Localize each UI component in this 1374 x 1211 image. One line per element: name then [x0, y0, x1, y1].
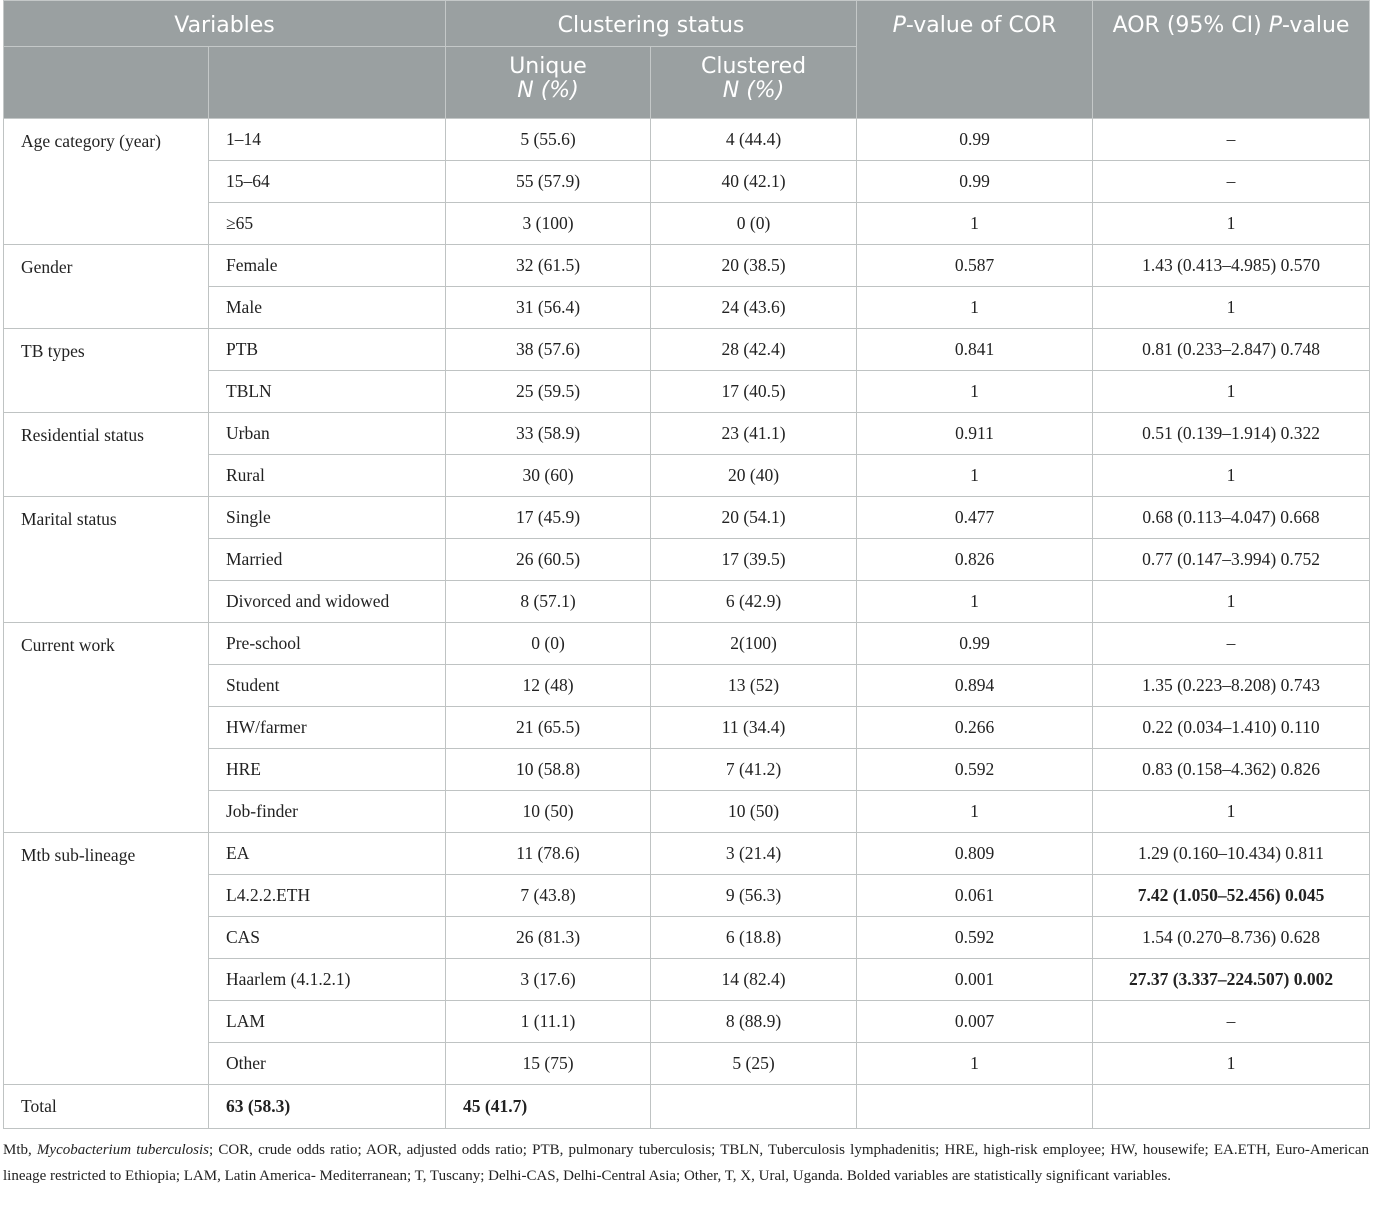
pvalue-cor-cell: 0.841 — [857, 329, 1093, 371]
table-row — [4, 1043, 1370, 1085]
level-cell: L4.2.2.ETH — [209, 875, 446, 917]
table-row — [4, 539, 1370, 581]
pvalue-cor-cell: 0.894 — [857, 665, 1093, 707]
table-row — [4, 371, 1370, 413]
pvalue-cor-cell: 1 — [857, 455, 1093, 497]
aor-cell: 1 — [1093, 371, 1370, 413]
total-clustered-cell: 45 (41.7) — [446, 1085, 651, 1129]
level-cell: CAS — [209, 917, 446, 959]
aor-cell: – — [1093, 119, 1370, 161]
pvalue-cor-cell: 0.477 — [857, 497, 1093, 539]
table-row — [4, 161, 1370, 203]
table-row — [4, 455, 1370, 497]
header-clustering-status: Clustering status — [446, 1, 857, 47]
unique-cell: 15 (75) — [446, 1043, 651, 1085]
unique-cell: 10 (50) — [446, 791, 651, 833]
table-header — [4, 1, 1370, 119]
aor-cell: 7.42 (1.050–52.456) 0.045 — [1093, 875, 1370, 917]
aor-cell: 0.83 (0.158–4.362) 0.826 — [1093, 749, 1370, 791]
level-cell: EA — [209, 833, 446, 875]
clustered-cell: 11 (34.4) — [651, 707, 857, 749]
table-container — [3, 0, 1369, 1189]
level-cell: Rural — [209, 455, 446, 497]
header-clustered: Clustered N (%) — [651, 47, 857, 119]
unique-cell: 55 (57.9) — [446, 161, 651, 203]
aor-cell: 0.68 (0.113–4.047) 0.668 — [1093, 497, 1370, 539]
level-cell: PTB — [209, 329, 446, 371]
variable-cell: TB types — [4, 329, 209, 413]
table-row — [4, 707, 1370, 749]
level-cell: Other — [209, 1043, 446, 1085]
clustered-cell: 0 (0) — [651, 203, 857, 245]
clustered-cell: 8 (88.9) — [651, 1001, 857, 1043]
total-empty-cell — [1093, 1085, 1370, 1129]
unique-cell: 21 (65.5) — [446, 707, 651, 749]
aor-cell: – — [1093, 623, 1370, 665]
clustered-cell: 4 (44.4) — [651, 119, 857, 161]
pvalue-cor-cell: 0.007 — [857, 1001, 1093, 1043]
table-row — [4, 413, 1370, 455]
aor-cell: 1.54 (0.270–8.736) 0.628 — [1093, 917, 1370, 959]
aor-cell: – — [1093, 161, 1370, 203]
level-cell: Student — [209, 665, 446, 707]
table-row — [4, 917, 1370, 959]
variable-cell: Mtb sub-lineage — [4, 833, 209, 1085]
total-empty-cell — [857, 1085, 1093, 1129]
pvalue-cor-cell: 0.592 — [857, 749, 1093, 791]
level-cell: Female — [209, 245, 446, 287]
pvalue-cor-cell: 0.061 — [857, 875, 1093, 917]
variable-cell: Residential status — [4, 413, 209, 497]
level-cell: Haarlem (4.1.2.1) — [209, 959, 446, 1001]
clustered-cell: 2(100) — [651, 623, 857, 665]
level-cell: Male — [209, 287, 446, 329]
table-row — [4, 749, 1370, 791]
aor-cell: 1 — [1093, 287, 1370, 329]
unique-cell: 25 (59.5) — [446, 371, 651, 413]
clustered-cell: 23 (41.1) — [651, 413, 857, 455]
level-cell: 1–14 — [209, 119, 446, 161]
unique-cell: 31 (56.4) — [446, 287, 651, 329]
clustered-cell: 17 (40.5) — [651, 371, 857, 413]
unique-cell: 10 (58.8) — [446, 749, 651, 791]
level-cell: ≥65 — [209, 203, 446, 245]
total-row — [4, 1085, 1370, 1129]
unique-cell: 17 (45.9) — [446, 497, 651, 539]
pvalue-cor-cell: 0.99 — [857, 119, 1093, 161]
variable-cell: Age category (year) — [4, 119, 209, 245]
header-blank-1 — [4, 47, 209, 119]
pvalue-cor-cell: 1 — [857, 791, 1093, 833]
table-row — [4, 287, 1370, 329]
pvalue-cor-cell: 0.001 — [857, 959, 1093, 1001]
unique-cell: 11 (78.6) — [446, 833, 651, 875]
table-row — [4, 581, 1370, 623]
aor-cell: 1 — [1093, 455, 1370, 497]
aor-cell: 0.51 (0.139–1.914) 0.322 — [1093, 413, 1370, 455]
clustered-cell: 7 (41.2) — [651, 749, 857, 791]
pvalue-cor-cell: 0.592 — [857, 917, 1093, 959]
table-body — [4, 119, 1370, 1129]
clustered-cell: 5 (25) — [651, 1043, 857, 1085]
unique-cell: 3 (100) — [446, 203, 651, 245]
clustered-cell: 28 (42.4) — [651, 329, 857, 371]
aor-cell: 0.77 (0.147–3.994) 0.752 — [1093, 539, 1370, 581]
pvalue-cor-cell: 0.809 — [857, 833, 1093, 875]
clustered-cell: 20 (54.1) — [651, 497, 857, 539]
pvalue-cor-cell: 1 — [857, 1043, 1093, 1085]
variable-cell: Current work — [4, 623, 209, 833]
pvalue-cor-cell: 1 — [857, 287, 1093, 329]
unique-cell: 8 (57.1) — [446, 581, 651, 623]
table-row — [4, 1001, 1370, 1043]
table-row — [4, 497, 1370, 539]
clustered-cell: 6 (42.9) — [651, 581, 857, 623]
clustered-cell: 40 (42.1) — [651, 161, 857, 203]
pvalue-cor-cell: 0.99 — [857, 161, 1093, 203]
pvalue-cor-cell: 1 — [857, 581, 1093, 623]
unique-cell: 38 (57.6) — [446, 329, 651, 371]
pvalue-cor-cell: 0.911 — [857, 413, 1093, 455]
unique-cell: 32 (61.5) — [446, 245, 651, 287]
unique-cell: 3 (17.6) — [446, 959, 651, 1001]
clustered-cell: 9 (56.3) — [651, 875, 857, 917]
header-variables: Variables — [4, 1, 446, 47]
aor-cell: 1 — [1093, 203, 1370, 245]
clustered-cell: 20 (40) — [651, 455, 857, 497]
unique-cell: 1 (11.1) — [446, 1001, 651, 1043]
level-cell: Urban — [209, 413, 446, 455]
pvalue-cor-cell: 0.266 — [857, 707, 1093, 749]
results-table — [3, 0, 1370, 1129]
level-cell: 15–64 — [209, 161, 446, 203]
unique-cell: 26 (60.5) — [446, 539, 651, 581]
clustered-cell: 14 (82.4) — [651, 959, 857, 1001]
table-row — [4, 119, 1370, 161]
table-row — [4, 665, 1370, 707]
pvalue-cor-cell: 0.587 — [857, 245, 1093, 287]
table-row — [4, 245, 1370, 287]
unique-cell: 30 (60) — [446, 455, 651, 497]
level-cell: HRE — [209, 749, 446, 791]
clustered-cell: 3 (21.4) — [651, 833, 857, 875]
aor-cell: 0.22 (0.034–1.410) 0.110 — [1093, 707, 1370, 749]
table-row — [4, 833, 1370, 875]
table-row — [4, 623, 1370, 665]
pvalue-cor-cell: 1 — [857, 371, 1093, 413]
unique-cell: 0 (0) — [446, 623, 651, 665]
level-cell: LAM — [209, 1001, 446, 1043]
total-label-cell: Total — [4, 1085, 209, 1129]
level-cell: Pre-school — [209, 623, 446, 665]
unique-cell: 12 (48) — [446, 665, 651, 707]
header-blank-2 — [209, 47, 446, 119]
table-row — [4, 791, 1370, 833]
level-cell: Single — [209, 497, 446, 539]
total-unique-cell: 63 (58.3) — [209, 1085, 446, 1129]
pvalue-cor-cell: 1 — [857, 203, 1093, 245]
table-row — [4, 329, 1370, 371]
pvalue-cor-cell: 0.826 — [857, 539, 1093, 581]
unique-cell: 26 (81.3) — [446, 917, 651, 959]
level-cell: TBLN — [209, 371, 446, 413]
unique-cell: 7 (43.8) — [446, 875, 651, 917]
variable-cell: Marital status — [4, 497, 209, 623]
header-pvalue-cor: P-value of COR — [857, 1, 1093, 119]
clustered-cell: 24 (43.6) — [651, 287, 857, 329]
level-cell: Married — [209, 539, 446, 581]
unique-cell: 33 (58.9) — [446, 413, 651, 455]
aor-cell: 27.37 (3.337–224.507) 0.002 — [1093, 959, 1370, 1001]
clustered-cell: 10 (50) — [651, 791, 857, 833]
table-row — [4, 959, 1370, 1001]
aor-cell: 0.81 (0.233–2.847) 0.748 — [1093, 329, 1370, 371]
clustered-cell: 20 (38.5) — [651, 245, 857, 287]
aor-cell: 1 — [1093, 791, 1370, 833]
header-aor: AOR (95% CI) P-value — [1093, 1, 1370, 119]
table-row — [4, 875, 1370, 917]
aor-cell: 1 — [1093, 1043, 1370, 1085]
table-row — [4, 203, 1370, 245]
level-cell: HW/farmer — [209, 707, 446, 749]
variable-cell: Gender — [4, 245, 209, 329]
pvalue-cor-cell: 0.99 — [857, 623, 1093, 665]
level-cell: Job-finder — [209, 791, 446, 833]
aor-cell: – — [1093, 1001, 1370, 1043]
footnote: Mtb, Mycobacterium tuberculosis; COR, crude odds ratio; AOR, adjusted odds ratio; PTB, pulmonary tuberculosis; TBLN, Tuberculosis lymphadenitis; HRE, high-risk employee; HW, housewife; EA.ETH, Euro-American lineage restricted to Ethiopia; LAM, Latin America- Mediterranean; T, Tuscany; Delhi-CAS, Delhi-Central Asia; Other, T, X, Ural, Uganda. Bolded variables are statistically significant variables. — [3, 1142, 1369, 1184]
clustered-cell: 6 (18.8) — [651, 917, 857, 959]
aor-cell: 1.35 (0.223–8.208) 0.743 — [1093, 665, 1370, 707]
unique-cell: 5 (55.6) — [446, 119, 651, 161]
level-cell: Divorced and widowed — [209, 581, 446, 623]
header-unique: Unique N (%) — [446, 47, 651, 119]
aor-cell: 1 — [1093, 581, 1370, 623]
clustered-cell: 17 (39.5) — [651, 539, 857, 581]
total-empty-cell — [651, 1085, 857, 1129]
clustered-cell: 13 (52) — [651, 665, 857, 707]
aor-cell: 1.29 (0.160–10.434) 0.811 — [1093, 833, 1370, 875]
aor-cell: 1.43 (0.413–4.985) 0.570 — [1093, 245, 1370, 287]
